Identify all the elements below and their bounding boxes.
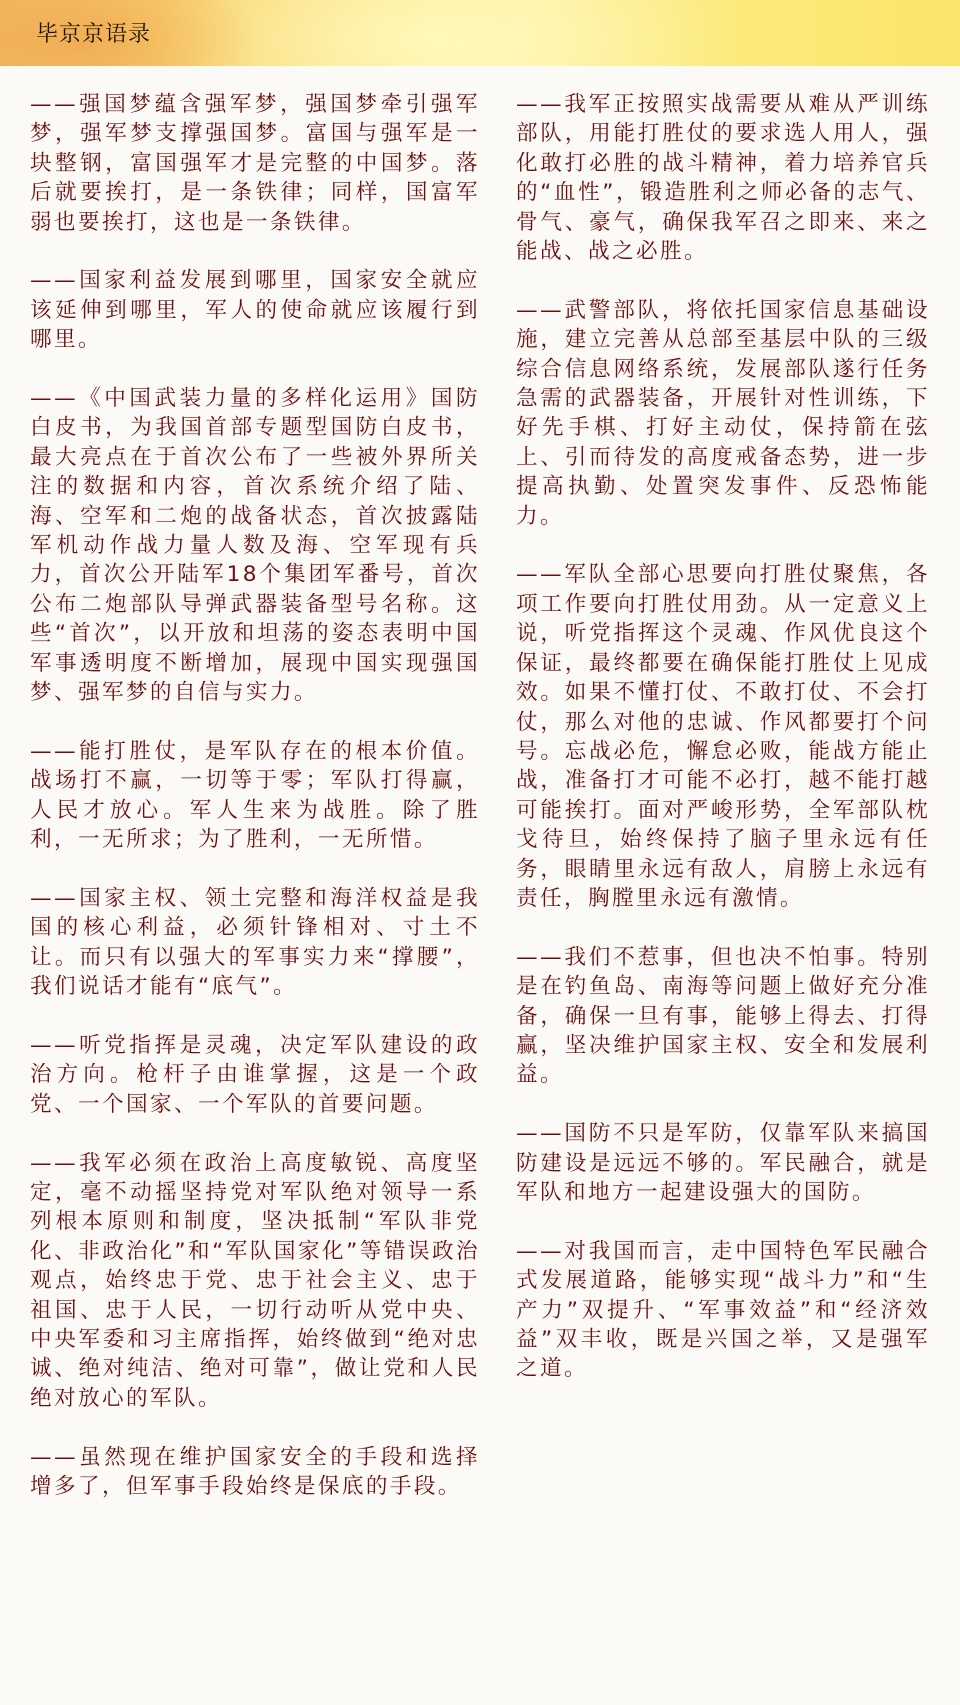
quote-paragraph: ——对我国而言，走中国特色军民融合式发展道路，能够实现“战斗力”和“生产力”双提升、“军事效益”和“经济效益”双丰收，既是兴国之举，又是强军之道。 xyxy=(516,1238,930,1382)
quote-paragraph: ——国家主权、领土完整和海洋权益是我国的核心利益，必须针锋相对、寸土不让。而只有以强大的军事实力来“撑腰”，我们说话才能有“底气”。 xyxy=(30,885,480,1000)
quote-paragraph: ——武警部队，将依托国家信息基础设施，建立完善从总部至基层中队的三级综合信息网络系统，发展部队遂行任务急需的武器装备，开展针对性训练，下好先手棋、打好主动仗，保持箭在弦上、引而待发的高度戒备态势，进一步提高执勤、处置突发事件、反恐怖能力。 xyxy=(516,297,930,529)
quote-paragraph: ——《中国武装力量的多样化运用》国防白皮书，为我国首部专题型国防白皮书，最大亮点在于首次公布了一些被外界所关注的数据和内容，首次系统介绍了陆、海、空军和二炮的战备状态，首次披露陆军机动作战力量人数及海、空军现有兵力，首次公开陆军18个集团军番号，首次公布二炮部队导弹武器装备型号名称。这些“首次”，以开放和坦荡的姿态表明中国军事透明度不断增加，展现中国实现强国梦、强军梦的自信与实力。 xyxy=(30,386,480,706)
quote-paragraph: ——我军正按照实战需要从难从严训练部队，用能打胜仗的要求选人用人，强化敢打必胜的战斗精神，着力培养官兵的“血性”，锻造胜利之师必备的志气、骨气、豪气，确保我军召之即来、来之能战、战之必胜。 xyxy=(516,92,930,265)
quote-paragraph: ——我们不惹事，但也决不怕事。特别是在钓鱼岛、南海等问题上做好充分准备，确保一旦有事，能够上得去、打得赢，坚决维护国家主权、安全和发展利益。 xyxy=(516,944,930,1088)
quote-paragraph: ——军队全部心思要向打胜仗聚焦，各项工作要向打胜仗用劲。从一定意义上说，听党指挥这个灵魂、作风优良这个保证，最终都要在确保能打胜仗上见成效。如果不懂打仗、不敢打仗、不会打仗，那么对他的忠诚、作风都要打个问号。忘战必危，懈怠必败，能战方能止战，准备打才可能不必打，越不能打越可能挨打。面对严峻形势，全军部队枕戈待旦，始终保持了脑子里永远有任务，眼睛里永远有敌人，肩膀上永远有责任，胸膛里永远有激情。 xyxy=(516,562,930,911)
right-quote-column xyxy=(516,90,930,1413)
quote-paragraph: ——国家利益发展到哪里，国家安全就应该延伸到哪里，军人的使命就应该履行到哪里。 xyxy=(30,268,480,353)
page-title: 毕京京语录 xyxy=(36,22,152,47)
quote-paragraph: ——能打胜仗，是军队存在的根本价值。战场打不赢，一切等于零；军队打得赢，人民才放心。军人生来为战胜。除了胜利，一无所求；为了胜利，一无所惜。 xyxy=(30,738,480,853)
quote-paragraph: ——国防不只是军防，仅靠军队来搞国防建设是远远不够的。军民融合，就是军队和地方一起建设强大的国防。 xyxy=(516,1121,930,1205)
quote-paragraph: ——强国梦蕴含强军梦，强国梦牵引强军梦，强军梦支撑强国梦。富国与强军是一块整钢，富国强军才是完整的中国梦。落后就要挨打，是一条铁律；同样，国富军弱也要挨打，这也是一条铁律。 xyxy=(30,92,480,235)
quote-paragraph: ——虽然现在维护国家安全的手段和选择增多了，但军事手段始终是保底的手段。 xyxy=(30,1444,480,1499)
quote-paragraph: ——我军必须在政治上高度敏锐、高度坚定，毫不动摇坚持党对军队绝对领导一系列根本原则和制度，坚决抵制“军队非党化、非政治化”和“军队国家化”等错误政治观点，始终忠于党、忠于社会主义、忠于祖国、忠于人民，一切行动听从党中央、中央军委和习主席指挥，始终做到“绝对忠诚、绝对纯洁、绝对可靠”，做让党和人民绝对放心的军队。 xyxy=(30,1150,480,1411)
page-header xyxy=(0,0,960,66)
quote-paragraph: ——听党指挥是灵魂，决定军队建设的政治方向。枪杆子由谁掌握，这是一个政党、一个国家、一个军队的首要问题。 xyxy=(30,1032,480,1117)
left-quote-column xyxy=(30,90,480,1531)
